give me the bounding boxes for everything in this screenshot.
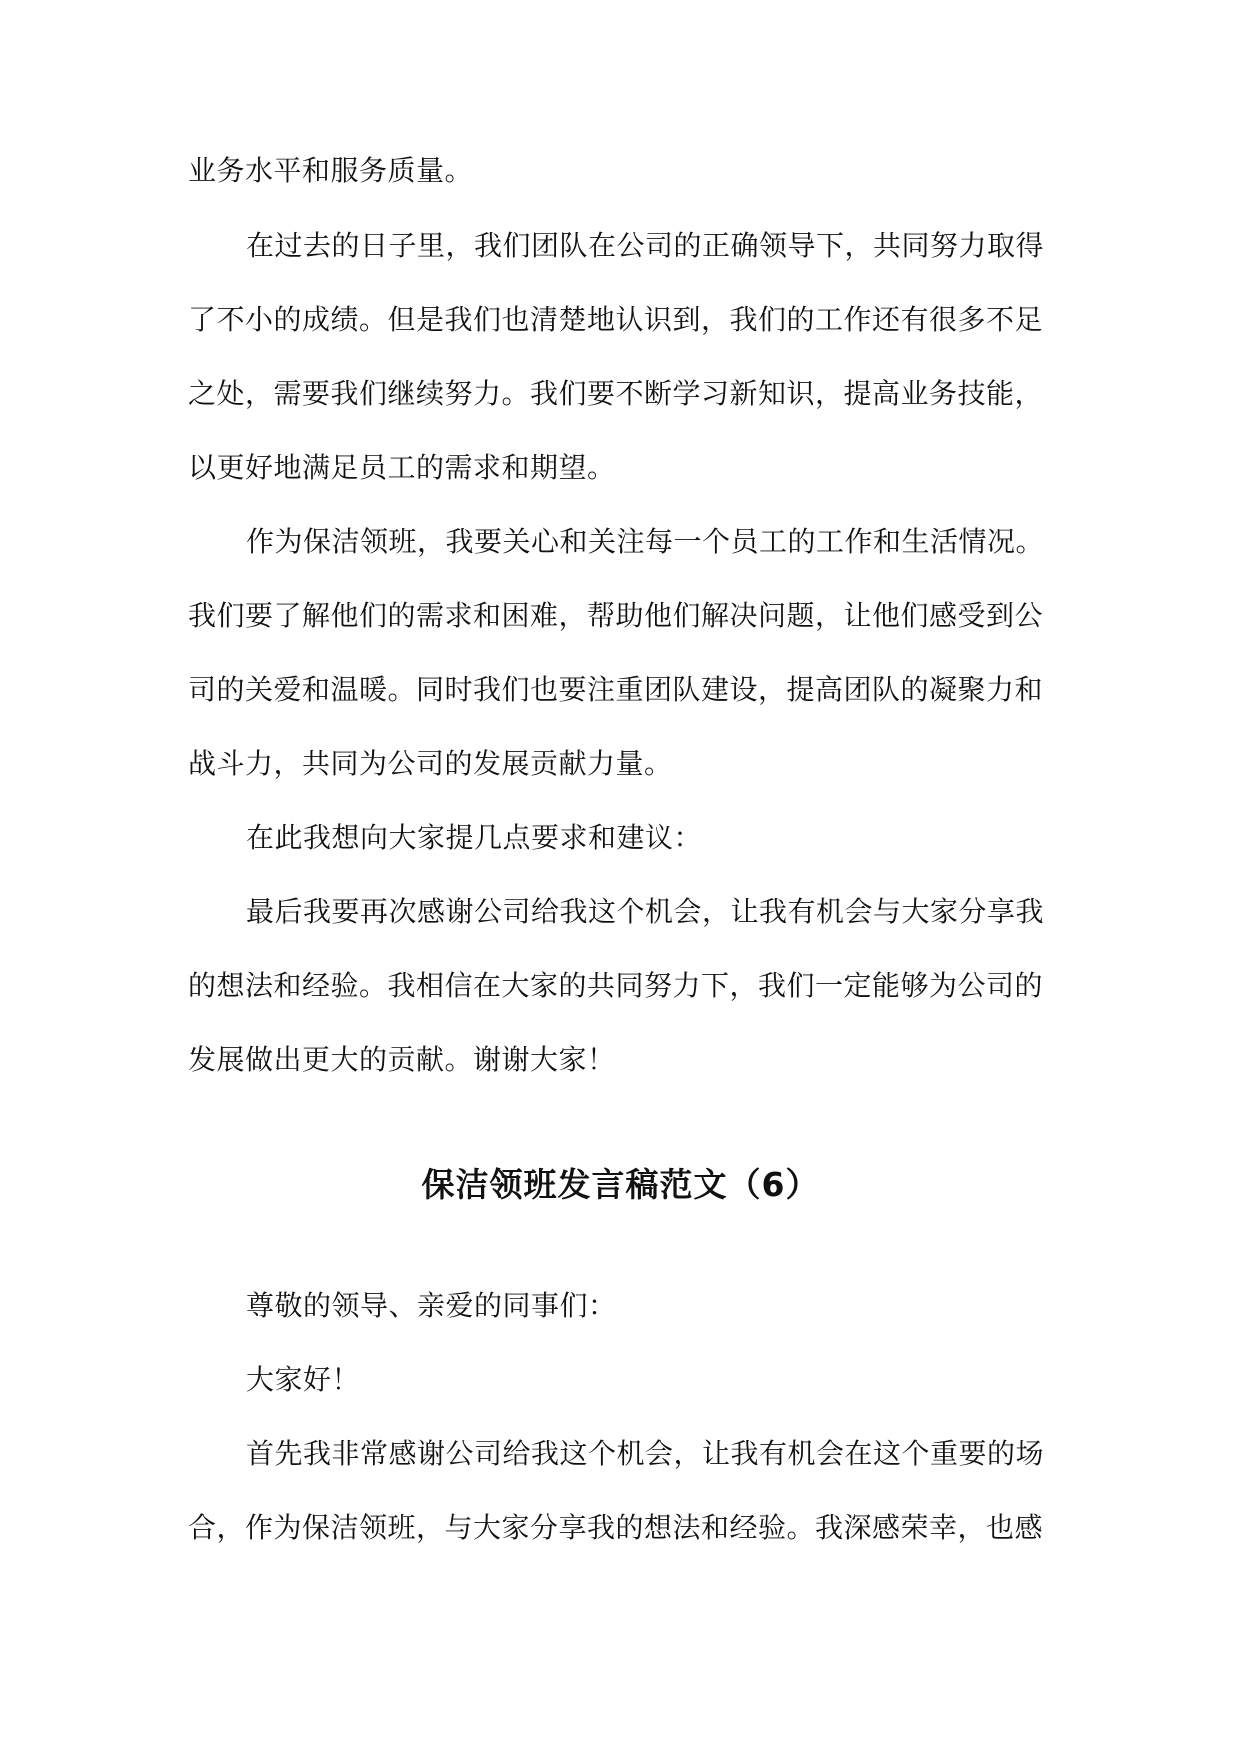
paragraph-5-line-3: 发展做出更大的贡献。谢谢大家！: [188, 1043, 616, 1076]
paragraph-4-line-1: 在此我想向大家提几点要求和建议：: [246, 821, 703, 854]
paragraph-2-line-3: 之处，需要我们继续努力。我们要不断学习新知识，提高业务技能，: [188, 377, 1044, 410]
paragraph-7-line-1: 大家好！: [246, 1363, 361, 1396]
paragraph-8-line-1: 首先我非常感谢公司给我这个机会，让我有机会在这个重要的场: [246, 1437, 1045, 1470]
paragraph-5-line-2: 的想法和经验。我相信在大家的共同努力下，我们一定能够为公司的: [188, 969, 1044, 1002]
paragraph-5-line-1: 最后我要再次感谢公司给我这个机会，让我有机会与大家分享我: [246, 895, 1045, 928]
paragraph-3-line-2: 我们要了解他们的需求和困难，帮助他们解决问题，让他们感受到公: [188, 599, 1044, 632]
paragraph-1-line-1: 业务水平和服务质量。: [188, 154, 474, 187]
paragraph-2-line-4: 以更好地满足员工的需求和期望。: [188, 451, 616, 484]
paragraph-3-line-3: 司的关爱和温暖。同时我们也要注重团队建设，提高团队的凝聚力和: [188, 673, 1044, 706]
paragraph-3-line-4: 战斗力，共同为公司的发展贡献力量。: [188, 747, 673, 780]
paragraph-6-line-1: 尊敬的领导、亲爱的同事们：: [246, 1289, 617, 1322]
paragraph-2-line-1: 在过去的日子里，我们团队在公司的正确领导下，共同努力取得: [246, 229, 1045, 262]
paragraph-8-line-2: 合，作为保洁领班，与大家分享我的想法和经验。我深感荣幸，也感: [188, 1511, 1044, 1544]
paragraph-3-line-1: 作为保洁领班，我要关心和关注每一个员工的工作和生活情况。: [246, 525, 1045, 558]
paragraph-2-line-2: 了不小的成绩。但是我们也清楚地认识到，我们的工作还有很多不足: [188, 303, 1044, 336]
section-title: 保洁领班发言稿范文（6）: [421, 1165, 820, 1204]
